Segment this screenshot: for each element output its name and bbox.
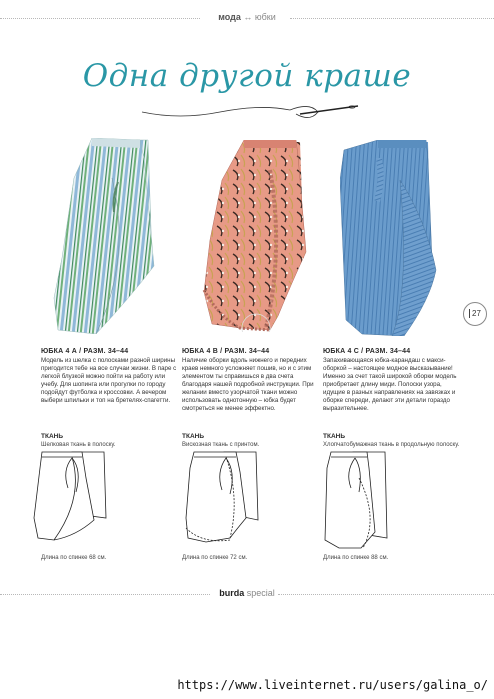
- subsection-name: юбки: [254, 12, 276, 22]
- skirt-4b-heading: ЮБКА 4 В / РАЗМ. 34–44: [182, 348, 270, 355]
- skirt-4a-length: Длина по спинке 68 см.: [41, 555, 107, 561]
- skirt-4c-photo: [340, 140, 440, 336]
- skirt-4a-fabric-label: ТКАНЬ: [41, 433, 63, 440]
- skirt-4c-description: Запахивающаяся юбка-карандаш с макси-оборкой – настоящее модное высказывание! Именно за счет такой широкой оборки модель приобретает длину миди. Полоски узора, идущие в разных направлениях на завязках и оборке спереди, делают эти детали гораздо выразительнее.: [323, 357, 457, 412]
- skirt-4c-fabric-label: ТКАНЬ: [323, 433, 345, 440]
- skirt-4a-column: [41, 348, 181, 561]
- skirt-4a-fabric: Шелковая ткань в полоску.: [41, 442, 116, 448]
- section-separator: ↔: [243, 12, 253, 22]
- skirt-4b-column: [182, 348, 322, 561]
- section-name: мода: [218, 12, 241, 22]
- brand-name: burda: [219, 588, 245, 598]
- page-title: Одна другой краше: [82, 58, 412, 94]
- skirt-4b-fabric-label: ТКАНЬ: [182, 433, 204, 440]
- skirt-4a-photo: [52, 138, 160, 334]
- page-number: 27: [472, 309, 481, 318]
- skirt-4c-column: [323, 348, 463, 561]
- brand-edition: special: [246, 588, 275, 598]
- skirt-4b-fabric: Вискозная ткань с принтом.: [182, 442, 260, 448]
- footer-brand: [0, 588, 494, 598]
- skirt-4a-sketch: [32, 448, 114, 546]
- page-number-badge: [463, 302, 487, 326]
- section-header: [0, 12, 494, 22]
- skirt-4c-length: Длина по спинке 88 см.: [323, 555, 389, 561]
- skirt-4c-heading: ЮБКА 4 С / РАЗМ. 34–44: [323, 348, 411, 355]
- needle-thread-decoration: [140, 100, 360, 130]
- skirt-4c-sketch: [323, 448, 393, 552]
- skirt-4b-photo: [200, 140, 312, 332]
- skirt-4b-description: Наличие оборки вдоль нижнего и передних краев немного усложняет пошив, но и с этим элементом ты справишься в два счета благодаря нашей подробной инструкции. При желании вместо узорчатой ткани можно использовать однотонную – юбка будет смотреться не менее эффектно.: [182, 357, 314, 412]
- page-number-divider: [469, 309, 470, 318]
- skirt-4b-length: Длина по спинке 72 см.: [182, 555, 248, 561]
- skirt-4c-fabric: Хлопчатобумажная ткань в продольную полоску.: [323, 442, 460, 448]
- source-watermark: https://www.liveinternet.ru/users/galina_o/: [177, 678, 488, 692]
- skirt-4b-sketch: [182, 448, 266, 548]
- skirt-4a-description: Модель из шелка с полосками разной ширины пригодится тебе на все случаи жизни. В паре с легкой блузкой можно пойти на работу или учебу. Для шопинга или прогулки по городу подойдут футболка и кроссовки. А вечером выбери шпильки и топ на бретелях-спагетти.: [41, 357, 177, 404]
- skirt-4a-heading: ЮБКА 4 А / РАЗМ. 34–44: [41, 348, 129, 355]
